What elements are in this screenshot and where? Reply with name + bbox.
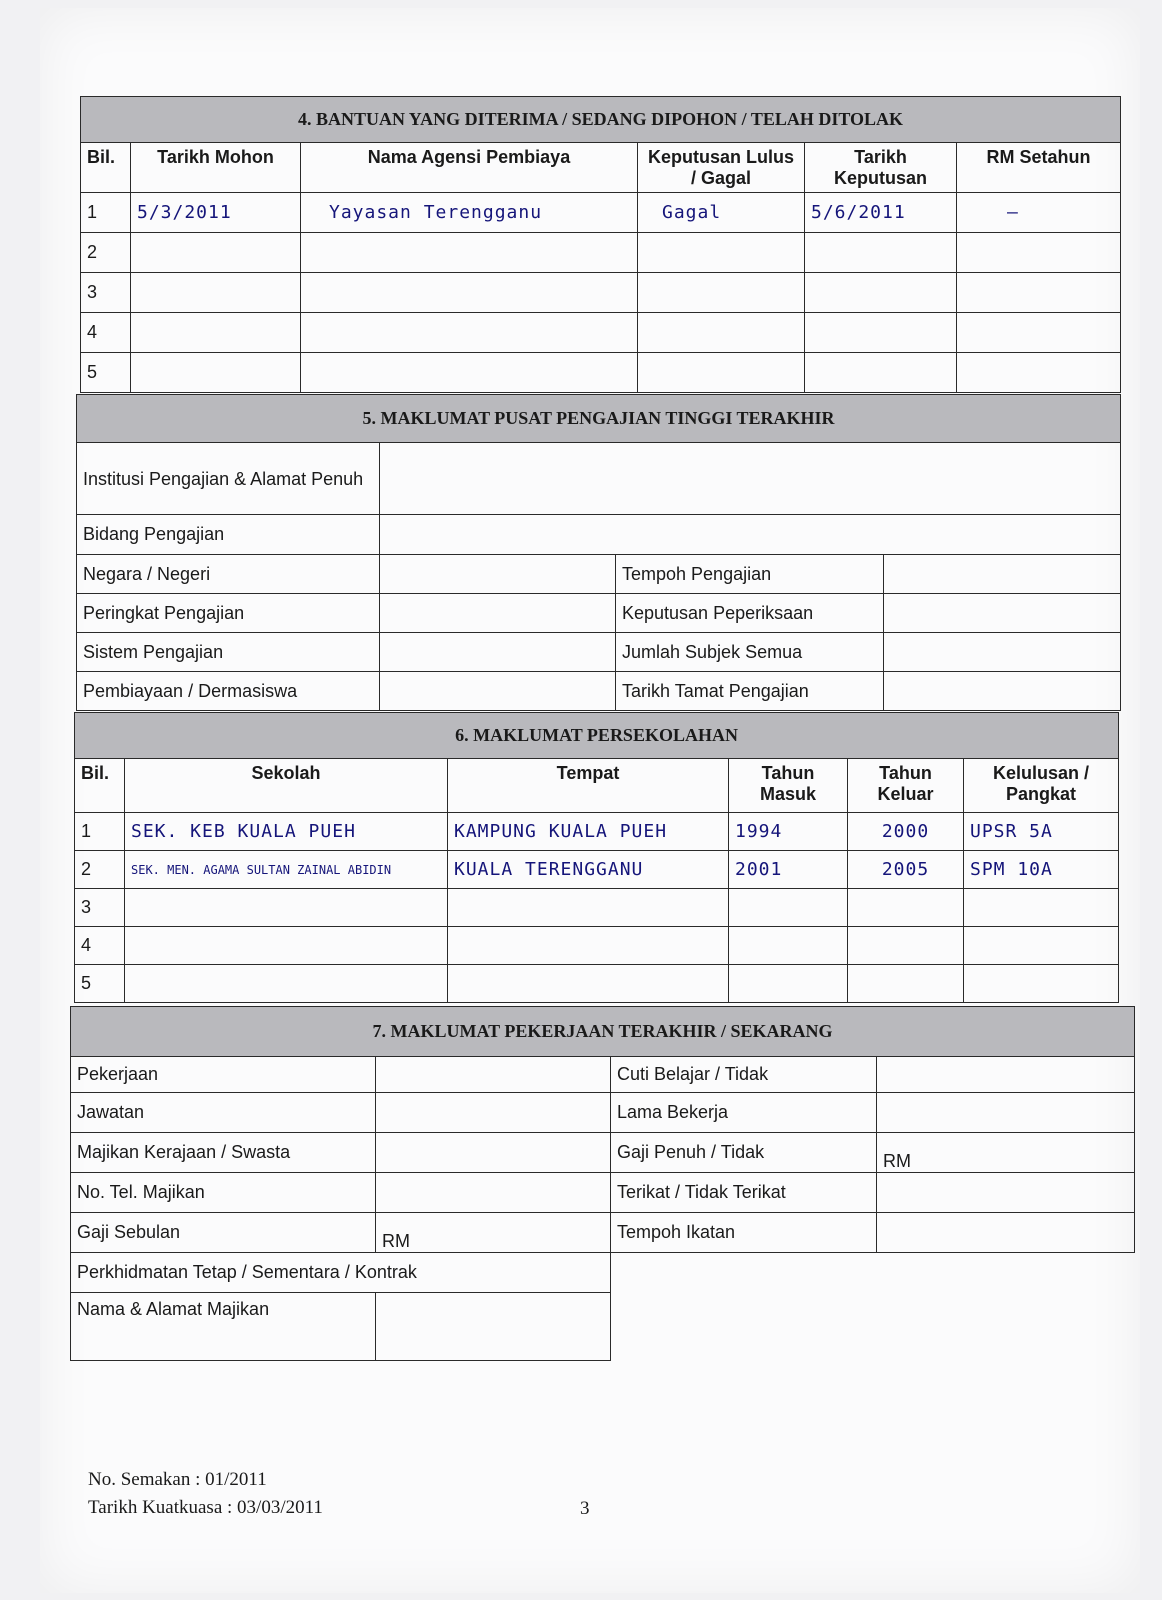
no-tel-majikan-field[interactable] <box>376 1173 611 1213</box>
sekolah-field[interactable]: SEK. KEB KUALA PUEH <box>125 813 448 851</box>
tahun-keluar-field[interactable] <box>848 889 964 927</box>
footer <box>88 1466 323 1522</box>
tempoh-ikatan-field[interactable] <box>877 1213 1135 1253</box>
row-number: 5 <box>75 965 125 1003</box>
blank-area <box>611 1253 1135 1293</box>
sekolah-field[interactable] <box>125 889 448 927</box>
tahun-keluar-field[interactable] <box>848 927 964 965</box>
header-bil: Bil. <box>81 143 131 193</box>
header-bil: Bil. <box>75 759 125 813</box>
peringkat-field[interactable] <box>380 594 616 633</box>
gaji-sebulan-label: Gaji Sebulan <box>71 1213 376 1253</box>
blank-area <box>611 1293 1135 1361</box>
cuti-belajar-label: Cuti Belajar / Tidak <box>611 1057 877 1093</box>
bidang-label: Bidang Pengajian <box>77 515 380 555</box>
table-row <box>81 313 1121 353</box>
tahun-masuk-field[interactable] <box>729 965 848 1003</box>
header-sekolah: Sekolah <box>125 759 448 813</box>
tarikh-keputusan-field[interactable] <box>805 273 957 313</box>
tarikh-tamat-field[interactable] <box>884 672 1121 711</box>
lama-bekerja-field[interactable] <box>877 1093 1135 1133</box>
page-number: 3 <box>580 1498 590 1519</box>
jumlah-subjek-label: Jumlah Subjek Semua <box>616 633 884 672</box>
terikat-field[interactable] <box>877 1173 1135 1213</box>
kelulusan-field[interactable] <box>964 965 1119 1003</box>
keputusan-field[interactable] <box>638 273 805 313</box>
negara-label: Negara / Negeri <box>77 555 380 594</box>
sekolah-field[interactable] <box>125 965 448 1003</box>
rm-setahun-field[interactable] <box>957 233 1121 273</box>
jumlah-subjek-field[interactable] <box>884 633 1121 672</box>
pekerjaan-label: Pekerjaan <box>71 1057 376 1093</box>
tarikh-mohon-field[interactable]: 5/3/2011 <box>131 193 301 233</box>
header-tempat: Tempat <box>448 759 729 813</box>
tahun-masuk-field[interactable] <box>729 927 848 965</box>
table-row <box>81 233 1121 273</box>
sekolah-field[interactable]: SEK. MEN. AGAMA SULTAN ZAINAL ABIDIN <box>125 851 448 889</box>
negara-field[interactable] <box>380 555 616 594</box>
header-tarikh-keputusan: Tarikh Keputusan <box>805 143 957 193</box>
nama-agensi-field[interactable]: Yayasan Terengganu <box>301 193 638 233</box>
header-keputusan: Keputusan Lulus / Gagal <box>638 143 805 193</box>
section-4-table <box>80 96 1121 393</box>
table-row <box>81 193 1121 233</box>
rm-setahun-field[interactable]: — <box>957 193 1121 233</box>
keputusan-peperiksaan-field[interactable] <box>884 594 1121 633</box>
keputusan-peperiksaan-label: Keputusan Peperiksaan <box>616 594 884 633</box>
institusi-label: Institusi Pengajian & Alamat Penuh <box>77 443 380 515</box>
section-7-table <box>70 1006 1135 1361</box>
rm-setahun-field[interactable] <box>957 353 1121 393</box>
bidang-field[interactable] <box>380 515 1121 555</box>
nama-agensi-field[interactable] <box>301 313 638 353</box>
row-number: 2 <box>81 233 131 273</box>
header-tarikh-mohon: Tarikh Mohon <box>131 143 301 193</box>
tempat-field[interactable]: KUALA TERENGGANU <box>448 851 729 889</box>
sistem-field[interactable] <box>380 633 616 672</box>
row-number: 3 <box>75 889 125 927</box>
row-number: 5 <box>81 353 131 393</box>
section-5-title: 5. MAKLUMAT PUSAT PENGAJIAN TINGGI TERAKHIR <box>77 395 1121 443</box>
section-6-table <box>74 712 1119 1003</box>
kelulusan-field[interactable]: SPM 10A <box>964 851 1119 889</box>
row-number: 1 <box>75 813 125 851</box>
cuti-belajar-field[interactable] <box>877 1057 1135 1093</box>
nama-agensi-field[interactable] <box>301 233 638 273</box>
tahun-keluar-field[interactable]: 2000 <box>848 813 964 851</box>
table-row <box>81 273 1121 313</box>
row-number: 1 <box>81 193 131 233</box>
institusi-field[interactable] <box>380 443 1121 515</box>
tahun-masuk-field[interactable]: 2001 <box>729 851 848 889</box>
tempat-field[interactable]: KAMPUNG KUALA PUEH <box>448 813 729 851</box>
tempoh-pengajian-label: Tempoh Pengajian <box>616 555 884 594</box>
no-tel-majikan-label: No. Tel. Majikan <box>71 1173 376 1213</box>
perkhidmatan-label: Perkhidmatan Tetap / Sementara / Kontrak <box>71 1253 611 1293</box>
lama-bekerja-label: Lama Bekerja <box>611 1093 877 1133</box>
pembiayaan-field[interactable] <box>380 672 616 711</box>
rm-setahun-field[interactable] <box>957 273 1121 313</box>
pembiayaan-label: Pembiayaan / Dermasiswa <box>77 672 380 711</box>
gaji-penuh-label: Gaji Penuh / Tidak <box>611 1133 877 1173</box>
table-row <box>75 851 1119 889</box>
nama-alamat-majikan-label: Nama & Alamat Majikan <box>71 1293 376 1361</box>
tahun-masuk-field[interactable] <box>729 889 848 927</box>
header-kelulusan: Kelulusan / Pangkat <box>964 759 1119 813</box>
tahun-keluar-field[interactable]: 2005 <box>848 851 964 889</box>
tarikh-tamat-label: Tarikh Tamat Pengajian <box>616 672 884 711</box>
gaji-sebulan-field[interactable]: RM <box>376 1213 611 1253</box>
row-number: 4 <box>81 313 131 353</box>
pekerjaan-field[interactable] <box>376 1057 611 1093</box>
tarikh-mohon-field[interactable] <box>131 313 301 353</box>
row-number: 2 <box>75 851 125 889</box>
tempoh-ikatan-label: Tempoh Ikatan <box>611 1213 877 1253</box>
section-7-title: 7. MAKLUMAT PEKERJAAN TERAKHIR / SEKARANG <box>71 1007 1135 1057</box>
gaji-penuh-field[interactable]: RM <box>877 1133 1135 1173</box>
table-row <box>75 927 1119 965</box>
sekolah-field[interactable] <box>125 927 448 965</box>
tarikh-keputusan-field[interactable] <box>805 313 957 353</box>
section-6-title: 6. MAKLUMAT PERSEKOLAHAN <box>75 713 1119 759</box>
tarikh-mohon-field[interactable] <box>131 353 301 393</box>
section-5-table <box>76 394 1121 711</box>
table-row <box>75 889 1119 927</box>
majikan-field[interactable] <box>376 1133 611 1173</box>
tarikh-keputusan-field[interactable]: 5/6/2011 <box>805 193 957 233</box>
row-number: 4 <box>75 927 125 965</box>
keputusan-field[interactable] <box>638 353 805 393</box>
terikat-label: Terikat / Tidak Terikat <box>611 1173 877 1213</box>
keputusan-field[interactable] <box>638 233 805 273</box>
nama-agensi-field[interactable] <box>301 353 638 393</box>
kelulusan-field[interactable] <box>964 927 1119 965</box>
rm-setahun-field[interactable] <box>957 313 1121 353</box>
header-nama-agensi: Nama Agensi Pembiaya <box>301 143 638 193</box>
table-row <box>81 353 1121 393</box>
tempat-field[interactable] <box>448 889 729 927</box>
tempoh-pengajian-field[interactable] <box>884 555 1121 594</box>
no-semakan: No. Semakan : 01/2011 <box>88 1469 267 1490</box>
tempat-field[interactable] <box>448 927 729 965</box>
header-rm-setahun: RM Setahun <box>957 143 1121 193</box>
majikan-label: Majikan Kerajaan / Swasta <box>71 1133 376 1173</box>
jawatan-label: Jawatan <box>71 1093 376 1133</box>
jawatan-field[interactable] <box>376 1093 611 1133</box>
table-row <box>75 965 1119 1003</box>
nama-agensi-field[interactable] <box>301 273 638 313</box>
tahun-masuk-field[interactable]: 1994 <box>729 813 848 851</box>
nama-alamat-majikan-field[interactable] <box>376 1293 611 1361</box>
tarikh-mohon-field[interactable] <box>131 273 301 313</box>
keputusan-field[interactable]: Gagal <box>638 193 805 233</box>
tempat-field[interactable] <box>448 965 729 1003</box>
tarikh-mohon-field[interactable] <box>131 233 301 273</box>
header-tahun-keluar: Tahun Keluar <box>848 759 964 813</box>
section-4-title: 4. BANTUAN YANG DITERIMA / SEDANG DIPOHON / TELAH DITOLAK <box>81 97 1121 143</box>
row-number: 3 <box>81 273 131 313</box>
tahun-keluar-field[interactable] <box>848 965 964 1003</box>
sistem-label: Sistem Pengajian <box>77 633 380 672</box>
kelulusan-field[interactable]: UPSR 5A <box>964 813 1119 851</box>
tarikh-keputusan-field[interactable] <box>805 353 957 393</box>
tarikh-kuatkuasa: Tarikh Kuatkuasa : 03/03/2011 <box>88 1497 323 1518</box>
peringkat-label: Peringkat Pengajian <box>77 594 380 633</box>
tarikh-keputusan-field[interactable] <box>805 233 957 273</box>
keputusan-field[interactable] <box>638 313 805 353</box>
header-tahun-masuk: Tahun Masuk <box>729 759 848 813</box>
table-row <box>75 813 1119 851</box>
kelulusan-field[interactable] <box>964 889 1119 927</box>
